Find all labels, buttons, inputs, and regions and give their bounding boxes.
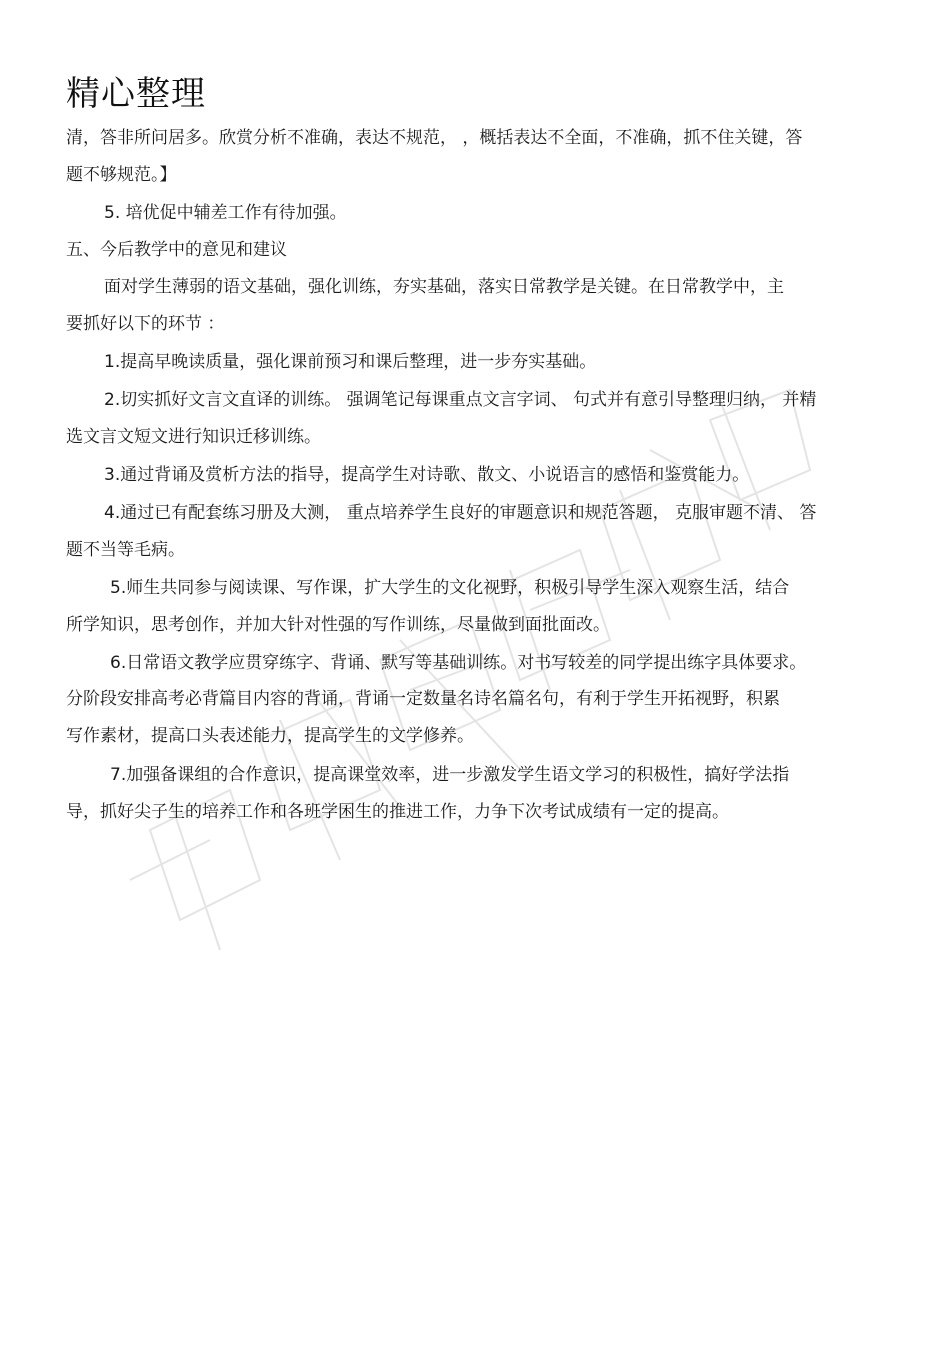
section-heading: 五、今后教学中的意见和建议 — [66, 240, 287, 260]
list-item-6-cont-1: 分阶段安排高考必背篇目内容的背诵，背诵一定数量名诗名篇名句，有利于学生开拓视野，积累 — [66, 689, 780, 709]
body-line-3: 5. 培优促中辅差工作有待加强。 — [104, 203, 347, 223]
list-item-3: 3.通过背诵及赏析方法的指导，提高学生对诗歌、散文、小说语言的感悟和鉴赏能力。 — [104, 465, 750, 485]
list-item-6: 6.日常语文教学应贯穿练字、背诵、默写等基础训练。对书写较差的同学提出练字具体要求。 — [110, 653, 807, 673]
list-item-7: 7.加强备课组的合作意识，提高课堂效率，进一步激发学生语文学习的积极性，搞好学法指 — [110, 765, 790, 785]
list-item-6-cont-2: 写作素材，提高口头表述能力，提高学生的文学修养。 — [66, 726, 474, 746]
list-item-4-cont: 题不当等毛病。 — [66, 540, 185, 560]
body-line-2: 题不够规范。】 — [66, 165, 177, 185]
list-item-2: 2.切实抓好文言文直译的训练。 强调笔记每课重点文言字词、 句式并有意引导整理归纳， 并精 — [104, 390, 817, 410]
body-line-5: 面对学生薄弱的语文基础，强化训练，夯实基础，落实日常教学是关键。在日常教学中，主 — [104, 277, 784, 297]
list-item-1: 1.提高早晚读质量，强化课前预习和课后整理，进一步夯实基础。 — [104, 352, 597, 372]
list-item-7-cont: 导，抓好尖子生的培养工作和各班学困生的推进工作，力争下次考试成绩有一定的提高。 — [66, 802, 729, 822]
list-item-4: 4.通过已有配套练习册及大测， 重点培养学生良好的审题意识和规范答题， 克服审题不清、 答 — [104, 503, 817, 523]
list-item-5-cont: 所学知识，思考创作，并加大针对性强的写作训练，尽量做到面批面改。 — [66, 615, 610, 635]
body-line-6: 要抓好以下的环节 ： — [66, 314, 225, 334]
body-line-1: 清，答非所问居多。欣赏分析不准确，表达不规范， ，概括表达不全面，不准确，抓不住关键，答 — [66, 128, 803, 148]
list-item-5: 5.师生共同参与阅读课、写作课，扩大学生的文化视野，积极引导学生深入观察生活，结合 — [110, 578, 790, 598]
list-item-2-cont: 选文言文短文进行知识迁移训练。 — [66, 427, 321, 447]
header-title: 精心整理 — [66, 74, 206, 114]
